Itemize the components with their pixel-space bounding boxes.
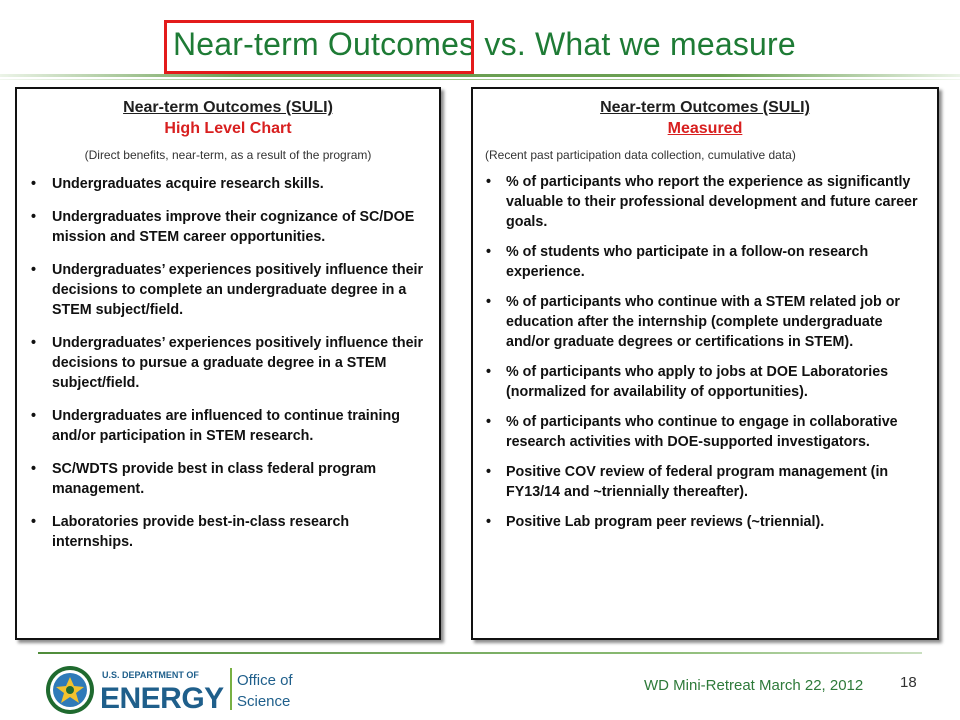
panel-subheading: Measured [667,120,743,137]
panel-note: (Direct benefits, near-term, as a result of the program) [84,148,372,162]
bullet-icon: • [31,461,37,477]
bullet-icon: • [486,514,492,530]
measured-panel [471,87,939,640]
outcome-list [17,174,439,552]
bullet-icon: • [31,514,37,530]
panel-note: (Recent past participation data collection, cumulative data) [485,148,796,162]
outcome-bullet: • Undergraduates improve their cognizance of SC/DOE mission and STEM career opportunities. [31,209,415,245]
logo-divider [230,668,232,710]
footer-divider [38,652,922,654]
slide-title-area [0,10,960,66]
measure-bullet: • Positive Lab program peer reviews (~triennial). [486,514,825,530]
page-number: 18 [900,674,917,691]
bullet-icon: • [31,335,37,351]
outcome-bullet: • Undergraduates acquire research skills. [31,176,324,192]
high-level-chart-panel [15,87,441,640]
measure-bullet: • % of participants who apply to jobs at DOE Laboratories (normalized for availability of opportunities). [486,364,889,400]
logo-office-line2: Science [237,693,291,710]
measure-bullet: • Positive COV review of federal program management (in FY13/14 and ~triennially thereafter). [486,464,889,500]
slide-title-highlight: Near-term Outcomes [173,26,476,62]
outcome-bullet: • Undergraduates’ experiences positively influence their decisions to pursue a graduate degree in a STEM subject/field. [31,335,424,391]
bullet-icon: • [31,176,37,192]
logo-office-line1: Office of [237,672,293,689]
panel-subheading: High Level Chart [164,120,292,137]
measure-bullet: • % of participants who continue with a STEM related job or education after the internship (complete undergraduate and/or graduate degrees or certifications in STEM). [486,294,900,350]
title-divider-thin [0,79,960,80]
bullet-icon: • [486,364,492,380]
bullet-icon: • [486,464,492,480]
measure-bullet: • % of participants who report the experience as significantly valuable to their professional development and future career goals. [486,174,918,230]
event-footer-text: WD Mini-Retreat March 22, 2012 [644,677,864,694]
measure-list [473,172,937,532]
measure-bullet: • % of participants who continue to engage in collaborative research activities with DOE-supported investigators. [486,414,898,450]
logo-agency: ENERGY [100,682,224,715]
panel-heading: Near-term Outcomes (SULI) [600,99,810,116]
doe-seal-icon [46,666,94,714]
bullet-icon: • [486,414,492,430]
doe-office-of-science-logo [40,660,340,720]
outcome-bullet: • Undergraduates are influenced to continue training and/or participation in STEM research. [31,408,400,444]
title-divider [0,74,960,77]
bullet-icon: • [31,209,37,225]
bullet-icon: • [31,262,37,278]
outcome-bullet: • Undergraduates’ experiences positively influence their decisions to complete an undergraduate degree in a STEM subject/field. [31,262,424,318]
outcome-bullet: • Laboratories provide best-in-class research internships. [31,514,350,550]
measure-bullet: • % of students who participate in a follow-on research experience. [486,244,869,280]
bullet-icon: • [486,174,492,190]
slide-title-rest: vs. What we measure [475,26,796,62]
panel-heading: Near-term Outcomes (SULI) [123,99,333,116]
title-highlight-box [164,20,474,74]
bullet-icon: • [486,244,492,260]
logo-dept-label: U.S. DEPARTMENT OF [102,670,199,680]
bullet-icon: • [31,408,37,424]
outcome-bullet: • SC/WDTS provide best in class federal program management. [31,461,377,497]
bullet-icon: • [486,294,492,310]
